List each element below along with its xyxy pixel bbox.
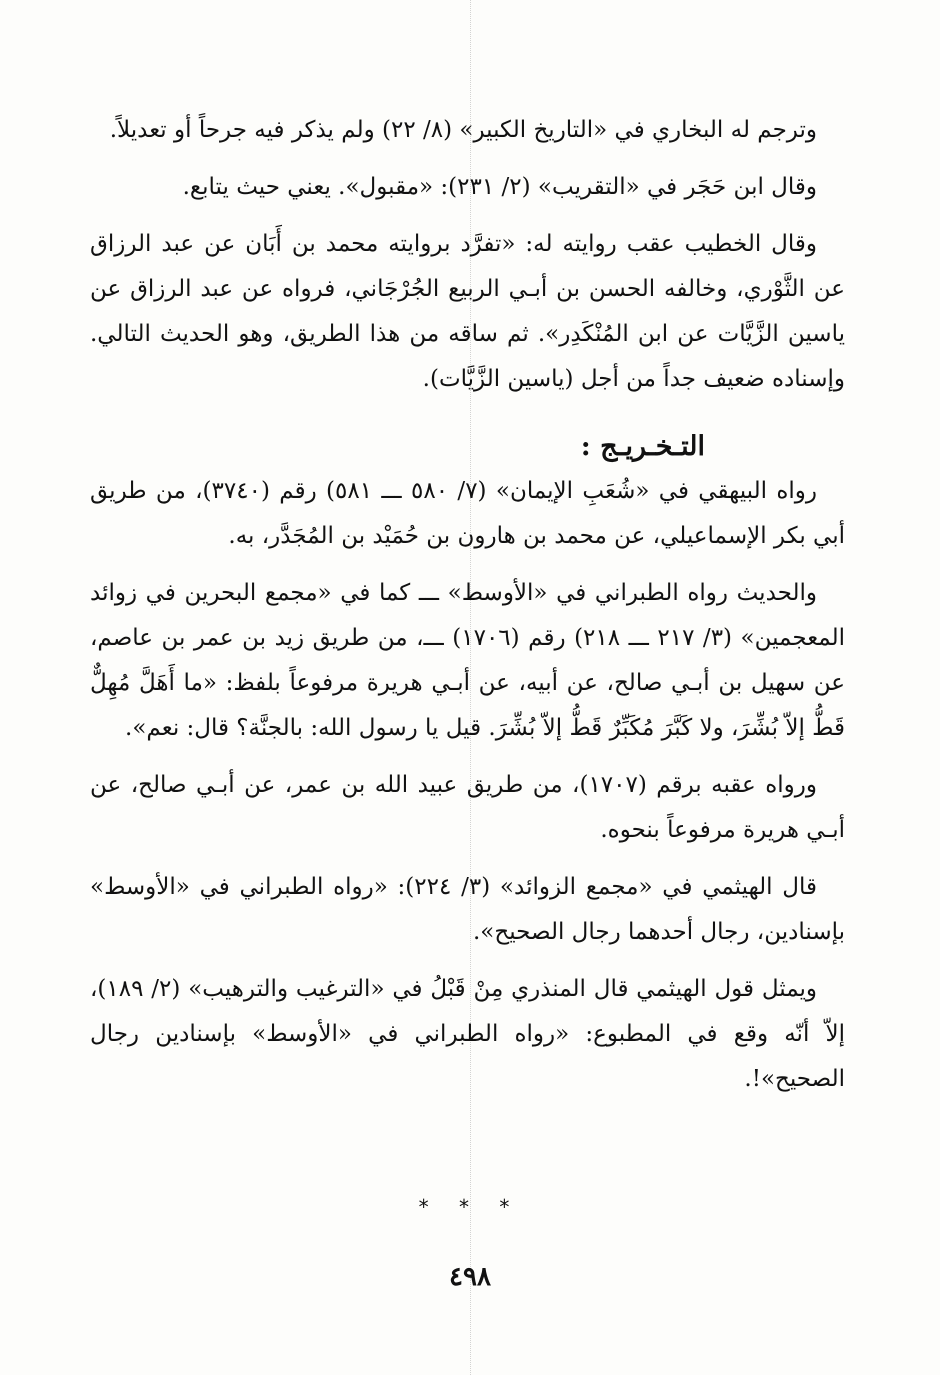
paragraph-ibn-hajar-note: وقال ابن حَجَر في «التقريب» (٢/ ٢٣١): «مقبول». يعني حيث يتابع. (182, 174, 817, 200)
page-body (90, 108, 845, 1102)
paragraph-haythami: قال الهيثمي في «مجمع الزوائد» (٣/ ٢٢٤): «رواه الطبراني في «الأوسط» بإسنادين، رجال أحدهما رجال الصحيح». (90, 874, 845, 945)
paragraph-bayhaqi: رواه البيهقي في «شُعَبِ الإيمان» (٧/ ٥٨٠ ـــ ٥٨١) رقم (٣٧٤٠)، من طريق أبي بكر الإسماعيلي، عن محمد بن هارون بن حُمَيْد بن المُجَدَّر، به. (90, 478, 845, 549)
paragraph-mundhiri: ويمثل قول الهيثمي قال المنذري مِنْ قَبْلُ في «الترغيب والترهيب» (٢/ ١٨٩)، إلاّ أنّه وقع في المطبوع: «رواه الطبراني في «الأوسط» بإسنادين رجال الصحيح»!. (90, 976, 845, 1092)
page-number: ٤٩٨ (449, 1262, 491, 1292)
paragraph-second-narration: ورواه عقبه برقم (١٧٠٧)، من طريق عبيد الله بن عمر، عن أبـي صالح، عن أبـي هريرة مرفوعاً بنحوه. (90, 772, 845, 843)
section-heading-takhrij: التـخـريـج : (580, 431, 705, 462)
section-separator: * * * (418, 1195, 522, 1219)
paragraph-khatib-note: وقال الخطيب عقب روايته له: «تفرَّد بروايته محمد بن أَبَان عن عبد الرزاق عن الثَّوْري، وخالفه الحسن بن أبـي الربيع الجُرْجَاني، فرواه عن عبد الرزاق عن ياسين الزَّيَّات عن ابن المُنْكَدِر». ثم ساقه من هذا الطريق، وهو الحديث التالي. وإسناده ضعيف جداً من أجل (ياسين الزَّيَّات). (90, 231, 845, 392)
paragraph-bukhari-note: وترجم له البخاري في «التاريخ الكبير» (٨/ ٢٢) ولم يذكر فيه جرحاً أو تعديلاً. (109, 117, 817, 143)
paragraph-tabarani: والحديث رواه الطبراني في «الأوسط» ـــ كما في «مجمع البحرين في زوائد المعجمين» (٣/ ٢١٧ ـــ ٢١٨) رقم (١٧٠٦) ـــ، من طريق زيد بن عمر بن عاصم، عن سهيل بن أبـي صالح، عن أبيه، عن أبـي هريرة مرفوعاً بلفظ: «ما أَهَلَّ مُهِلٌّ قَطُّ إلاّ بُشِّرَ، ولا كَبَّرَ مُكَبِّرٌ قَطُّ إلاّ بُشِّرَ. قيل يا رسول الله: بالجنَّة؟ قال: نعم». (90, 580, 845, 741)
